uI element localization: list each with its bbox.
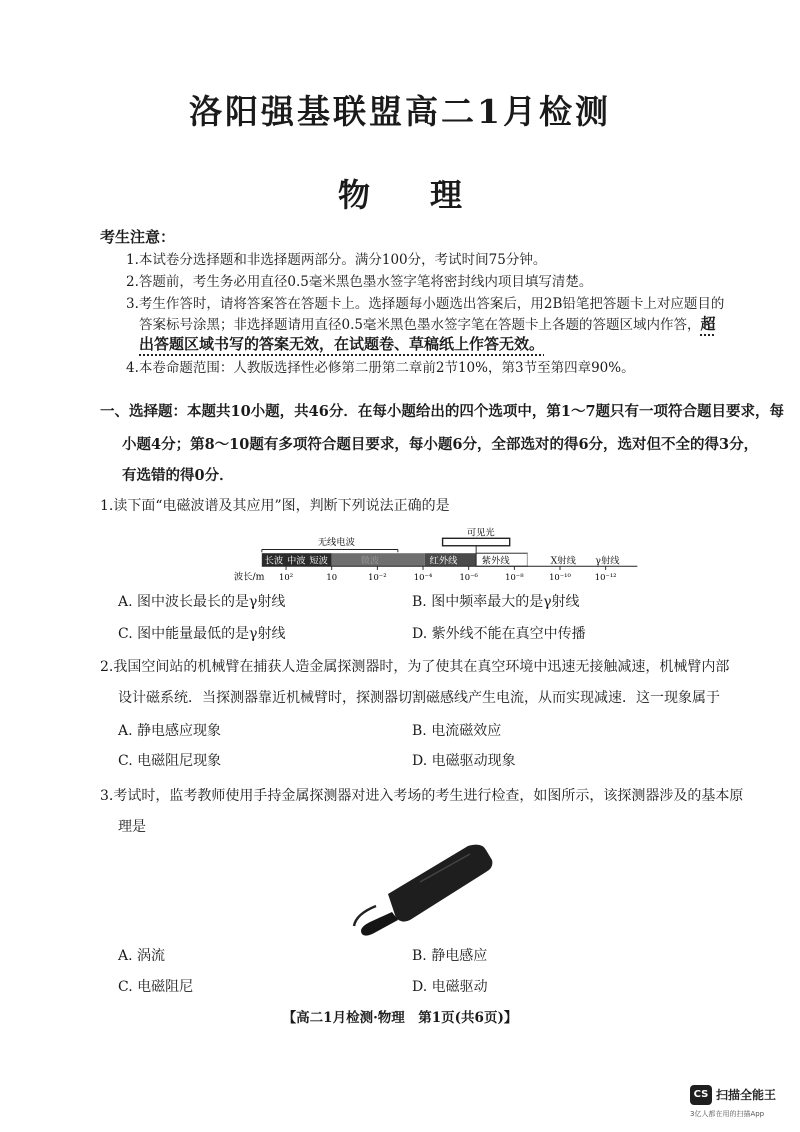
tick-label: 10⁻⁴: [413, 572, 433, 583]
label-visible-light: 可见光: [466, 527, 495, 539]
notice-item-3-line-1: 3.考生作答时，请将答案答在答题卡上。选择题每小题选出答案后，用2B铅笔把答题卡上对应题目的: [126, 296, 725, 312]
tick-label: 10²: [279, 572, 294, 583]
subject-title: 物理: [337, 176, 522, 214]
tick-label: 10⁻⁶: [459, 572, 478, 583]
q1-option-a: A. 图中波长最长的是γ射线: [118, 594, 286, 610]
q3-option-b: B. 静电感应: [412, 948, 488, 964]
tick-label: 10⁻²: [368, 572, 387, 583]
band-short-wave: 短波: [309, 555, 328, 567]
q3-option-c: C. 电磁阻尼: [118, 979, 194, 995]
section-instructions-line-1: 一、选择题：本题共10小题，共46分．在每小题给出的四个选项中，第1～7题只有一项符合题目要求，每: [100, 403, 785, 420]
q2-option-b: B. 电流磁效应: [412, 723, 502, 739]
scanner-tagline: 3亿人都在用的扫描App: [690, 1110, 765, 1118]
q3-option-d: D. 电磁驱动: [412, 979, 488, 995]
section-instructions-line-3: 有选错的得0分．: [122, 467, 234, 484]
cs-logo-icon: CS: [690, 1085, 712, 1105]
band-gamma-label: γ射线: [595, 555, 620, 567]
tick-label: 10⁻⁸: [505, 572, 524, 583]
question-1-stem: 1.读下面“电磁波谱及其应用”图，判断下列说法正确的是: [100, 498, 450, 514]
wavelength-ticks: [279, 566, 617, 582]
em-spectrum-figure: [232, 520, 642, 592]
detector-handle: [361, 912, 398, 936]
notice-item-3-line-2: [139, 313, 715, 334]
q1-option-d: D. 紫外线不能在真空中传播: [412, 626, 586, 642]
band-long-wave: 长波: [264, 555, 284, 567]
page-footer: 【高二1月检测·物理 第1页(共6页)】: [282, 1010, 518, 1026]
q3-option-a: A. 涡流: [118, 948, 166, 964]
page-title: 洛阳强基联盟高二1月检测: [189, 92, 611, 131]
band-ultraviolet-label: 紫外线: [481, 555, 510, 567]
band-infrared-label: 红外线: [429, 555, 458, 567]
tick-label: 10⁻¹⁰: [549, 572, 571, 583]
question-2-stem-line-1: 2.我国空间站的机械臂在捕获人造金属探测器时，为了使其在真空环境中迅速无接触减速，机械臂内部: [100, 659, 730, 675]
notice-item-3-emphasis: 超: [700, 315, 716, 333]
band-microwave-label: 微波: [360, 555, 380, 567]
label-radio-waves: 无线电波: [317, 536, 355, 548]
visible-light-box: [443, 538, 510, 545]
question-3-stem-line-1: 3.考试时，监考教师使用手持金属探测器对进入考场的考生进行检查，如图所示，该探测器涉及的基本原: [100, 788, 744, 804]
axis-label-wavelength: 波长/m: [233, 571, 265, 583]
question-3-stem-line-2: 理是: [118, 819, 146, 835]
metal-detector-image: [350, 842, 495, 940]
section-instructions-line-2: 小题4分；第8～10题有多项符合题目要求，每小题6分，全部选对的得6分，选对但不全的得3分，: [122, 436, 759, 453]
q1-option-b: B. 图中频率最大的是γ射线: [412, 594, 580, 610]
tick-label: 10⁻¹²: [594, 572, 617, 583]
scanner-watermark: [690, 1083, 795, 1127]
notice-item-1: 1.本试卷分选择题和非选择题两部分。满分100分，考试时间75分钟。: [126, 252, 547, 268]
detector-body: [388, 845, 492, 922]
notice-item-4: 4.本卷命题范围：人教版选择性必修第二册第二章前2节10%，第3节至第四章90%。: [126, 360, 635, 376]
tick-label: 10: [326, 572, 338, 583]
q2-option-c: C. 电磁阻尼现象: [118, 753, 222, 769]
notice-item-3-line-3: 出答题区域书写的答案无效，在试题卷、草稿纸上作答无效。: [139, 335, 545, 353]
band-medium-wave: 中波: [286, 555, 306, 567]
notice-heading: 考生注意：: [100, 228, 176, 246]
q2-option-a: A. 静电感应现象: [118, 723, 222, 739]
question-2-stem-line-2: 设计磁系统．当探测器靠近机械臂时，探测器切割磁感线产生电流，从而实现减速．这一现象属于: [118, 690, 720, 706]
notice-item-2: 2.答题前，考生务必用直径0.5毫米黑色墨水签字笔将密封线内项目填写清楚。: [126, 274, 593, 290]
q2-option-d: D. 电磁驱动现象: [412, 753, 516, 769]
scanner-app-name: 扫描全能王: [716, 1088, 777, 1102]
band-xray-label: X射线: [550, 555, 576, 567]
q1-option-c: C. 图中能量最低的是γ射线: [118, 626, 286, 642]
notice-item-3-line-2-text: 答案标号涂黑；非选择题请用直径0.5毫米黑色墨水签字笔在答题卡上各题的答题区域内作答，: [139, 317, 701, 333]
band-xray-gamma: [527, 553, 637, 566]
